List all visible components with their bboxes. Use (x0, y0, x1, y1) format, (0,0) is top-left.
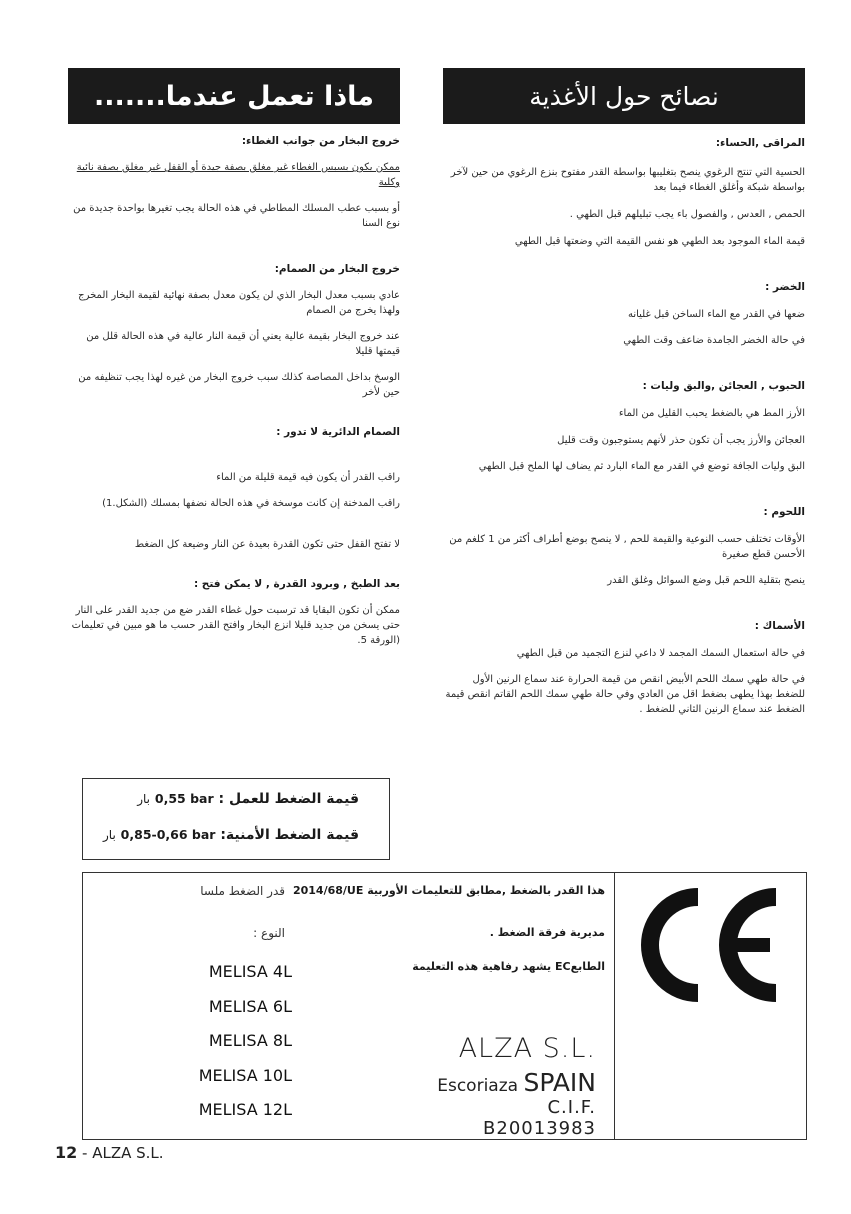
paragraph: ممكن يكون بسبس الغطاء غير مغلق بصفة جيدة أو القفل غير مغلق بصفة نائية وكلية (76, 162, 400, 188)
section-heading: خروج البخار من الصمام: (274, 263, 400, 275)
pressure-box (82, 778, 390, 860)
paragraph: عادي بسبب معدل البخار الذي لن يكون معدل بصفة نهائية لقيمة البخار المخرج ولهذا يخرج من الصمام (78, 290, 400, 316)
section-heading: الأسماك : (754, 620, 805, 632)
size-label: قدر الضغط ملسا (200, 884, 285, 898)
paragraph: الحسية التي تنتج الرغوي ينصح بتغليبها بواسطة القدر مفتوح بنزع الرغوي من حين لآخر بواسطة شبكة وأغلق الغطاء فيما بعد (450, 167, 805, 193)
paragraph: أو بسبب عطب المسلك المطاطي في هذه الحالة يجب تغيرها بواحدة جديدة من نوع السنا (73, 203, 400, 229)
paragraph: راقب المدخنة إن كانت موسخة في هذه الحالة نضفها بمسلك (الشكل.1) (102, 498, 400, 509)
divider (614, 873, 615, 1139)
paragraph: في حالة استعمال السمك المجمد لا داعي لنزع التجميد من قبل الطهي (516, 648, 805, 659)
paragraph: البق وليات الجافة توضع في القدر مع الماء البارد ثم يضاف لها الملح قبل الطهي (478, 461, 805, 472)
paragraph: لا تفتح القفل حتى تكون القدرة بعيدة عن النار وضيعة كل الضغط (134, 539, 400, 550)
company-location: Escoriaza SPAIN (437, 1068, 596, 1097)
ce-mark-icon (626, 885, 786, 1005)
paragraph: في حالة طهي سمك اللحم الأبيض انقص من قيمة الحرارة عند سماع الرنين الأول للضغط بهذا يطهى بضغط اقل من العادي وفي حالة طهي سمك اللحم القاتم انقص قيمة الضغط عند سماع الرنين الثاني للضغط . (445, 674, 805, 715)
section-heading: الحبوب , العجائن ,والبق وليات : (642, 380, 805, 392)
section-heading: الخضر : (765, 281, 805, 293)
model-item: MELISA 4L (208, 962, 292, 981)
model-item: MELISA 8L (208, 1031, 292, 1050)
model-list (180, 955, 292, 1128)
paragraph: ممكن أن تكون البقايا قد ترسبت حول غطاء القدر ضع من جديد القدر على النار حتى يسخن من جديد قليلا انزع البخار وافتح القدر حسب ما هو مبين في تعليمات (الورقة 5. (71, 605, 400, 646)
company-name: ALZA S.L. (458, 1033, 596, 1064)
model-item: MELISA 10L (198, 1065, 292, 1085)
model-item: MELISA 12L (198, 1100, 292, 1119)
footer-brand: ALZA S.L. (92, 1144, 164, 1162)
paragraph: الحمص , العدس , والفصول باء يجب تبليلهم قبل الطهي . (569, 209, 805, 220)
paragraph: الوسخ بداخل المصاصة كذلك سبب خروج البخار من غيره لهذا يجب تنظيفه من حين لأخر (78, 372, 400, 398)
paragraph: الأرز المط هي بالضغط يحبب القليل من الماء (618, 408, 805, 419)
paragraph: العجائن والأرز يجب أن تكون حذر لأنهم يستوجبون وقت قليل (557, 435, 805, 446)
conformity-line: هذا القدر بالضغط ,مطابق للتعليمات الأوربية 2014/68/UE (292, 884, 605, 897)
paragraph: عند خروج البخار بقيمة عالية يعني أن قيمة النار عالية في هذه الحالة قلل من قيمتها قليلا (86, 331, 400, 357)
section-heading: خروج البخار من جوانب الغطاء: (241, 135, 400, 147)
paragraph: قيمة الماء الموجود بعد الطهي هو نفس القيمة التي وضعتها قبل الطهي (514, 236, 805, 247)
paragraph: ينصح بتقلية اللحم قبل وضع السوائل وغلق القدر (607, 575, 805, 586)
left-column (68, 68, 400, 648)
right-column (443, 68, 805, 717)
page-number: 12 (55, 1143, 78, 1162)
paragraph: راقب القدر أن يكون فيه قيمة قليلة من الماء (216, 472, 400, 483)
company-cif: C.I.F. B20013983 (483, 1097, 596, 1139)
page-footer: 12 - ALZA S.L. (55, 1143, 164, 1162)
right-banner: نصائح حول الأغذية (443, 68, 805, 124)
section-heading: بعد الطبخ , وبرود القدرة , لا يمكن فتح : (193, 578, 400, 590)
type-label: النوع : (253, 926, 285, 940)
section-heading: الصمام الدائرية لا تدور : (276, 426, 400, 438)
safety-pressure: قيمة الضغط الأمنية: 0,85-0,66 bar بار (103, 827, 359, 843)
manufacturer-block (430, 1033, 596, 1139)
ec-line: الطابعEC يشهد رفاهية هذه التعليمة (412, 960, 605, 973)
left-banner: ماذا تعمل عندما....... (68, 68, 400, 124)
paragraph: ضعها في القدر مع الماء الساخن قبل غليانه (627, 309, 805, 320)
paragraph: الأوقات تختلف حسب النوعية والقيمة للحم , لا ينصح بوضع أطراف أكثر من 1 كلغم من الأحسن قطع صغيرة (449, 534, 805, 560)
model-item: MELISA 6L (208, 996, 292, 1016)
working-pressure: قيمة الضغط للعمل : 0,55 bar بار (137, 791, 359, 807)
section-heading: اللحوم : (763, 506, 805, 518)
directorate-line: مديرية فرقة الضغط . (489, 926, 605, 939)
paragraph: في حالة الخضر الجامدة ضاعف وقت الطهي (623, 335, 805, 346)
section-heading: المراقى ,الحساء: (715, 137, 805, 149)
